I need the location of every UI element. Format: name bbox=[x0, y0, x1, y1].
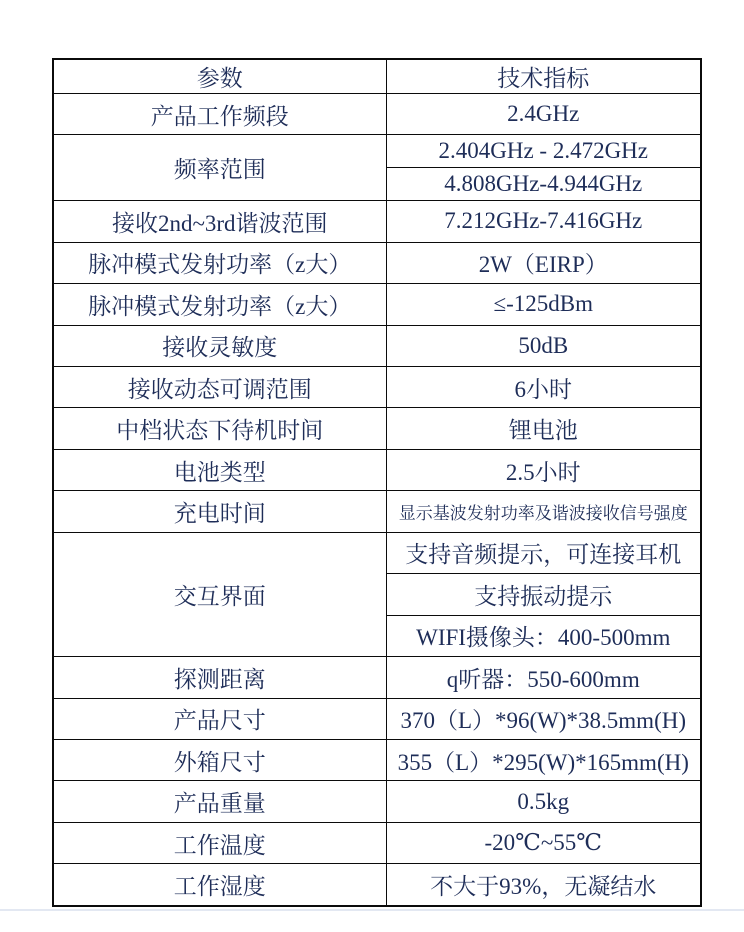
table-row bbox=[53, 864, 701, 906]
param-cell: 工作湿度 bbox=[53, 864, 386, 906]
param-cell: 工作温度 bbox=[53, 822, 386, 863]
param-cell: 接收动态可调范围 bbox=[53, 367, 386, 408]
value-cell: ≤-125dBm bbox=[386, 284, 701, 325]
param-cell: 脉冲模式发射功率（z大） bbox=[53, 242, 386, 283]
value-cell: 0.5kg bbox=[386, 781, 701, 822]
param-cell: 交互界面 bbox=[53, 532, 386, 656]
value-cell: q听器：550-600mm bbox=[386, 657, 701, 698]
param-cell: 外箱尺寸 bbox=[53, 739, 386, 780]
param-cell: 频率范围 bbox=[53, 135, 386, 201]
value-cell: 锂电池 bbox=[386, 408, 701, 449]
value-cell: -20℃~55℃ bbox=[386, 822, 701, 863]
param-cell: 中档状态下待机时间 bbox=[53, 408, 386, 449]
table-row bbox=[53, 532, 701, 573]
value-cell: 不大于93%，无凝结水 bbox=[386, 864, 701, 906]
value-cell: 50dB bbox=[386, 325, 701, 366]
value-cell: 2.5小时 bbox=[386, 449, 701, 490]
spec-table bbox=[52, 58, 702, 907]
spec-table-body bbox=[53, 94, 701, 907]
table-row bbox=[53, 449, 701, 490]
param-cell: 产品重量 bbox=[53, 781, 386, 822]
table-row bbox=[53, 325, 701, 366]
param-cell: 产品工作频段 bbox=[53, 94, 386, 135]
param-cell: 接收灵敏度 bbox=[53, 325, 386, 366]
table-row bbox=[53, 739, 701, 780]
value-cell: 6小时 bbox=[386, 367, 701, 408]
param-header-cell: 参数 bbox=[53, 59, 386, 94]
table-header-row bbox=[53, 59, 701, 94]
table-row bbox=[53, 201, 701, 242]
param-cell: 电池类型 bbox=[53, 449, 386, 490]
table-row bbox=[53, 491, 701, 532]
value-cell: WIFI摄像头：400-500mm bbox=[386, 615, 701, 656]
value-cell: 370（L）*96(W)*38.5mm(H) bbox=[386, 698, 701, 739]
param-cell: 脉冲模式发射功率（z大） bbox=[53, 284, 386, 325]
value-cell: 355（L）*295(W)*165mm(H) bbox=[386, 739, 701, 780]
param-cell: 探测距离 bbox=[53, 657, 386, 698]
table-row bbox=[53, 822, 701, 863]
value-header-cell: 技术指标 bbox=[386, 59, 701, 94]
table-row bbox=[53, 657, 701, 698]
value-cell: 2.4GHz bbox=[386, 94, 701, 135]
param-cell: 充电时间 bbox=[53, 491, 386, 532]
table-row bbox=[53, 242, 701, 283]
table-row bbox=[53, 284, 701, 325]
param-cell: 接收2nd~3rd谐波范围 bbox=[53, 201, 386, 242]
value-cell: 支持音频提示，可连接耳机 bbox=[386, 532, 701, 573]
table-row bbox=[53, 135, 701, 168]
value-cell: 4.808GHz-4.944GHz bbox=[386, 168, 701, 201]
table-row bbox=[53, 408, 701, 449]
param-cell: 产品尺寸 bbox=[53, 698, 386, 739]
table-row bbox=[53, 698, 701, 739]
value-cell: 7.212GHz-7.416GHz bbox=[386, 201, 701, 242]
value-cell: 显示基波发射功率及谐波接收信号强度 bbox=[386, 491, 701, 532]
table-row bbox=[53, 781, 701, 822]
value-cell: 2.404GHz - 2.472GHz bbox=[386, 135, 701, 168]
page-bottom-rule bbox=[0, 909, 744, 911]
value-cell: 2W（EIRP） bbox=[386, 242, 701, 283]
table-row bbox=[53, 94, 701, 135]
table-row bbox=[53, 367, 701, 408]
value-cell: 支持振动提示 bbox=[386, 574, 701, 615]
